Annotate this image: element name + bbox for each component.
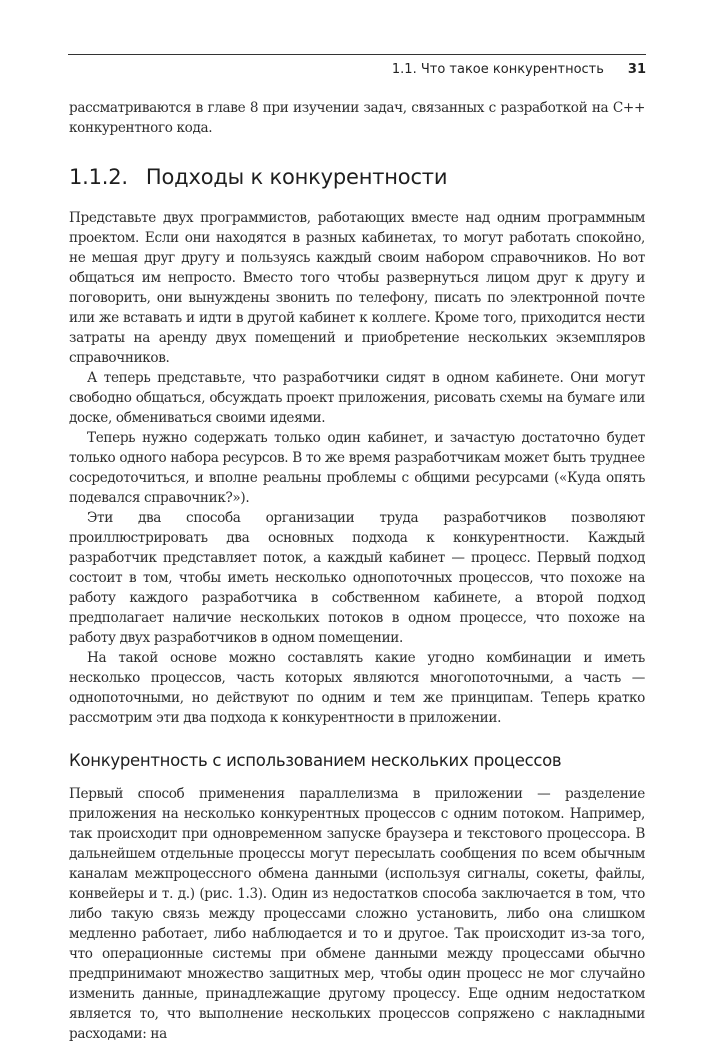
running-head-section: 1.1. Что такое конкурентность [391, 62, 604, 77]
running-head [68, 38, 646, 77]
intro-paragraph: рассматриваются в главе 8 при изучении задач, связанных с разработкой на C++ конкурентного кода. [69, 100, 645, 136]
page-body [69, 98, 645, 1044]
section-number: 1.1.2. [69, 165, 128, 189]
section-paragraph-3: Теперь нужно содержать только один кабинет, и зачастую достаточно будет только одного набора ресурсов. В то же время разработчикам может быть труднее сосредоточиться, и вполне реальны проблемы с общими ресурсами («Куда опять подевался справочник?»). [69, 430, 645, 506]
header-rule [68, 54, 646, 55]
section-title: Подходы к конкурентности [145, 165, 448, 189]
section-paragraph-4: Эти два способа организации труда разработчиков позволяют проиллюстрировать два основных подхода к конкурентности. Каждый разработчик представляет поток, а каждый кабинет — процесс. Первый подход состоит в том, чтобы иметь несколько однопоточных процессов, что похоже на работу каждого разработчика в собственном кабинете, а второй подход предполагает наличие нескольких потоков в одном процессе, что похоже на работу двух разработчиков в одном помещении. [69, 510, 645, 646]
subsection-paragraph-1: Первый способ применения параллелизма в приложении — разделение приложения на несколько конкурентных процессов с одним потоком. Например, так происходит при одновременном запуске браузера и текстового процессора. В дальнейшем отдельные процессы могут пересылать сообщения по всем обычным каналам межпроцессного обмена данными (используя сигналы, сокеты, файлы, конвейеры и т. д.) (рис. 1.3). Один из недостатков способа заключается в том, что либо такую связь между процессами сложно установить, либо она слишком медленно работает, либо наблюдается и то и другое. Так происходит из-за того, что операционные системы при обмене данными между процессами обычно предпринимают множество защитных мер, чтобы один процесс не мог случайно изменить данные, принадлежащие другому процессу. Еще одним недостатком является то, что выполнение нескольких процессов сопряжено с накладными расходами: на [69, 786, 645, 1042]
subsection-heading: Конкурентность с использованием нескольких процессов [69, 751, 562, 770]
section-paragraph-1: Представьте двух программистов, работающих вместе над одним программным проектом. Если они находятся в разных кабинетах, то могут работать спокойно, не мешая друг другу и пользуясь каждый своим набором справочников. Но вот общаться им непросто. Вместо того чтобы развернуться лицом друг к другу и поговорить, они вынуждены звонить по телефону, писать по электронной почте или же вставать и идти в другой кабинет к коллеге. Кроме того, приходится нести затраты на аренду двух помещений и приобретение нескольких экземпляров справочников. [69, 210, 645, 366]
page-number: 31 [627, 62, 646, 77]
section-heading [69, 164, 645, 190]
section-paragraph-5: На такой основе можно составлять какие угодно комбинации и иметь несколько процессов, часть которых являются многопоточными, а часть — однопоточными, но действуют по одним и тем же принципам. Теперь кратко рассмотрим эти два подхода к конкурентности в приложении. [69, 650, 645, 726]
running-head-text [392, 62, 646, 77]
section-paragraph-2: А теперь представьте, что разработчики сидят в одном кабинете. Они могут свободно общаться, обсуждать проект приложения, рисовать схемы на бумаге или доске, обмениваться своими идеями. [69, 370, 645, 426]
